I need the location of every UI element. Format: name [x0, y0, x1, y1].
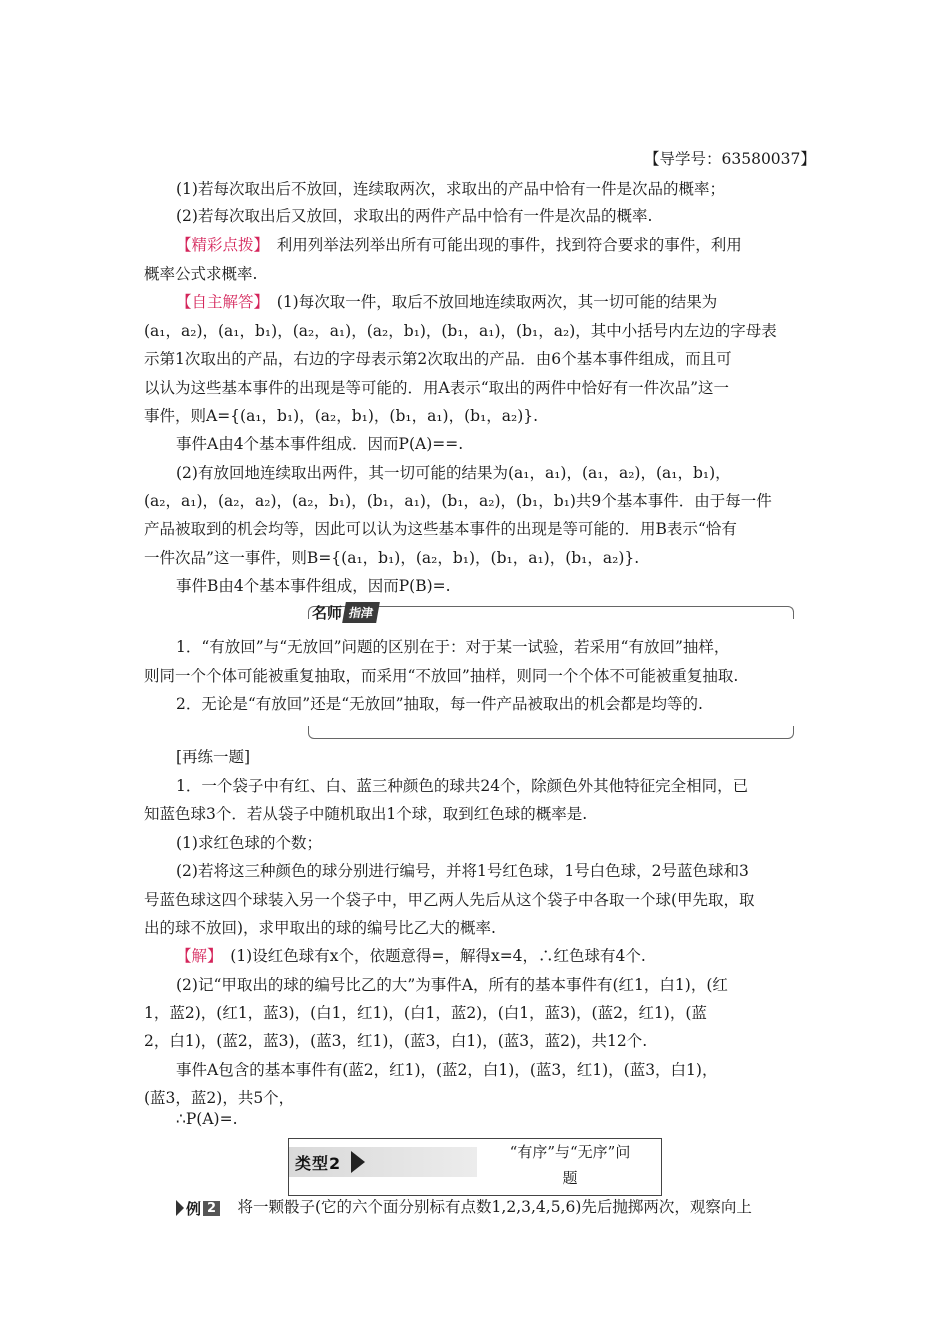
answer-tag: 【自主解答】 [176, 293, 262, 311]
answer-line-1 [176, 295, 717, 311]
guide-number: 【导学号：63580037】 [644, 150, 816, 168]
answer-line-5: 事件，则A={(a₁，b₁)，(a₂，b₁)，(b₁，a₁)，(b₁，a₂)}. [144, 407, 539, 425]
answer-line-3: 示第1次取出的产品，右边的字母表示第2次取出的产品．由6个基本事件组成，而且可 [144, 350, 732, 368]
answer2-line-5: 事件B由4个基本事件组成，因而P(B)=. [176, 577, 451, 595]
answer-line-2: (a₁，a₂)，(a₁，b₁)，(a₂，a₁)，(a₂，b₁)，(b₁，a₁)，(b₁，a₂)，其中小括号内左边的字母表 [144, 322, 777, 340]
practice-q2-2: 号蓝色球这四个球装入另一个袋子中，甲乙两人先后从这个袋子中各取一个球(甲先取，取 [144, 891, 755, 909]
answer-line-6: 事件A由4个基本事件组成．因而P(A)==. [176, 435, 464, 453]
answer-line-4: 以认为这些基本事件的出现是等可能的．用A表示“取出的两件中恰好有一件次品”这一 [144, 379, 730, 397]
teacher-frame-top [308, 606, 794, 619]
type-title [479, 1139, 661, 1191]
practice-heading: [再练一题] [176, 748, 251, 766]
answer2-line-3: 产品被取到的机会均等，因此可以认为这些基本事件的出现是等可能的．用B表示“恰有 [144, 520, 737, 538]
type-label [289, 1147, 477, 1177]
teacher-badge [312, 600, 378, 624]
teacher-note-2: 2．无论是“有放回”还是“无放回”抽取，每一件产品被取出的机会都是均等的. [176, 695, 703, 713]
solution-line-7: ∴P(A)=. [176, 1110, 238, 1128]
type-title-line-1: “有序”与“无序”问 [509, 1143, 631, 1161]
solution-line-3: 1，蓝2)，(红1，蓝3)，(白1，红1)，(白1，蓝2)，(白1，蓝3)，(蓝2，红1)，(蓝 [144, 1004, 707, 1022]
answer2-line-2: (a₂，a₁)，(a₂，a₂)，(a₂，b₁)，(b₁，a₁)，(b₁，a₂)，(b₁，b₁)共9个基本事件．由于每一件 [144, 492, 772, 510]
type-section-box [288, 1138, 662, 1196]
hint-tag: 【精彩点拨】 [176, 236, 262, 254]
example-tag [176, 1197, 220, 1219]
question-1: (1)若每次取出后不放回，连续取两次，求取出的产品中恰有一件是次品的概率； [176, 180, 725, 198]
solution-line-4: 2，白1)，(蓝2，蓝3)，(蓝3，红1)，(蓝3，白1)，(蓝3，蓝2)，共12个. [144, 1032, 648, 1050]
practice-q2-1: (2)若将这三种颜色的球分别进行编号，并将1号红色球，1号白色球，2号蓝色球和3 [176, 862, 749, 880]
practice-q1: (1)求红色球的个数； [176, 834, 322, 852]
practice-line-1: 1．一个袋子中有红、白、蓝三种颜色的球共24个，除颜色外其他特征完全相同，已 [176, 777, 749, 795]
hint-line-2: 概率公式求概率. [144, 265, 258, 283]
example-number: 2 [203, 1201, 220, 1216]
practice-q2-3: 出的球不放回)，求甲取出的球的编号比乙大的概率. [144, 919, 496, 937]
teacher-note-1b: 则同一个个体可能被重复抽取，而采用“不放回”抽样，则同一个个体不可能被重复抽取. [144, 667, 739, 685]
example-text: 将一颗骰子(它的六个面分别标有点数1,2,3,4,5,6)先后抛掷两次，观察向上 [222, 1198, 752, 1216]
arrow-right-icon [351, 1151, 365, 1173]
solution-text: (1)设红色球有x个，依题意得=，解得x=4，∴红色球有4个. [214, 947, 646, 965]
example-label: 例 [186, 1199, 202, 1218]
hint-text: 利用列举法列举出所有可能出现的事件，找到符合要求的事件，利用 [261, 236, 742, 254]
triangle-icon [176, 1200, 184, 1216]
teacher-label: 名师 [312, 603, 343, 622]
answer-text: (1)每次取一件，取后不放回地连续取两次，其一切可能的结果为 [261, 293, 718, 311]
answer2-line-4: 一件次品”这一事件，则B={(a₁，b₁)，(a₂，b₁)，(b₁，a₁)，(b₁，a₂)}. [144, 549, 640, 567]
solution-tag: 【解】 [176, 947, 215, 965]
answer2-line-1: (2)有放回地连续取出两件，其一切可能的结果为(a₁，a₁)，(a₁，a₂)，(a₁，b₁)， [176, 464, 731, 482]
type-title-line-2: 题 [562, 1169, 578, 1187]
practice-line-2: 知蓝色球3个．若从袋子中随机取出1个球，取到红色球的概率是. [144, 805, 588, 823]
teacher-label-dark: 指津 [342, 602, 380, 623]
solution-line-1 [176, 949, 646, 965]
solution-line-2: (2)记“甲取出的球的编号比乙的大”为事件A，所有的基本事件有(红1，白1)，(红 [176, 976, 728, 994]
teacher-note-1a: 1．“有放回”与“无放回”问题的区别在于：对于某一试验，若采用“有放回”抽样， [176, 638, 730, 656]
hint-line-1 [176, 238, 742, 254]
solution-line-6: (蓝3，蓝2)，共5个， [144, 1089, 295, 1107]
type-tag: 类型2 [295, 1154, 342, 1173]
question-2: (2)若每次取出后又放回，求取出的两件产品中恰有一件是次品的概率. [176, 207, 653, 225]
solution-line-5: 事件A包含的基本事件有(蓝2，红1)，(蓝2，白1)，(蓝3，红1)，(蓝3，白1)， [176, 1061, 718, 1079]
teacher-frame-bottom [308, 726, 794, 739]
